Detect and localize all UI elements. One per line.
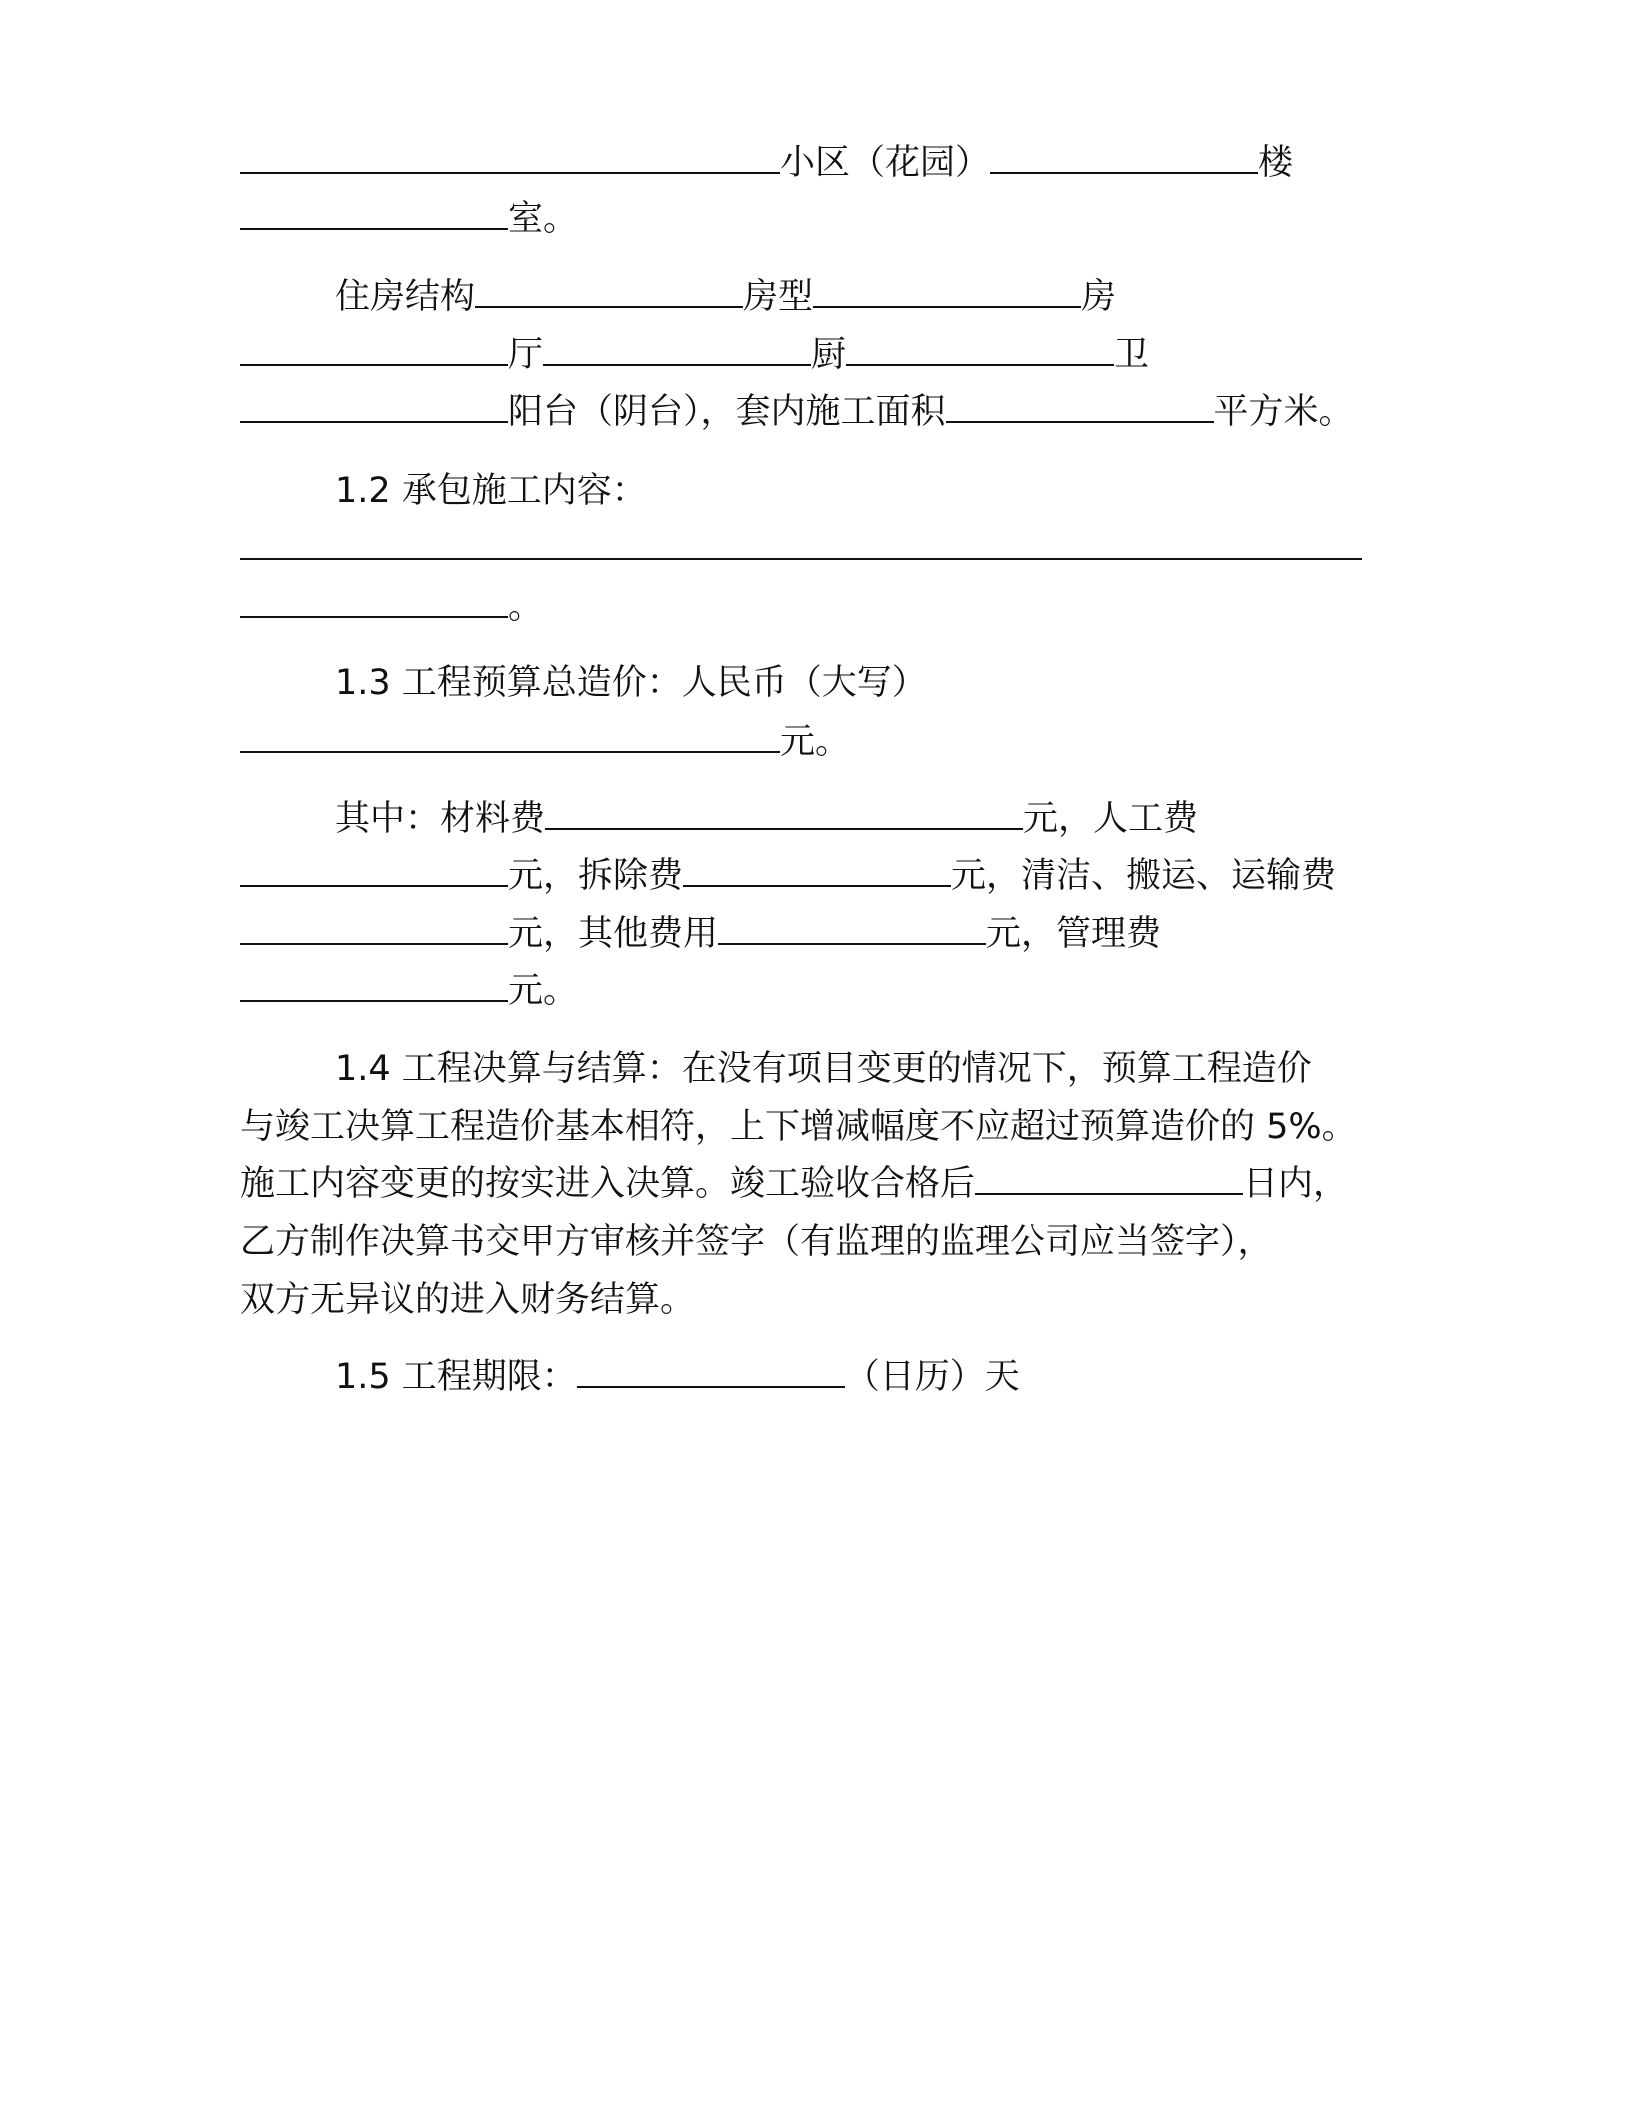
cleaning-label: 元，清洁、搬运、运输费 <box>951 856 1337 896</box>
blank-other[interactable] <box>718 911 986 945</box>
blank-type[interactable] <box>813 274 1081 308</box>
blank-rooms[interactable] <box>240 332 508 366</box>
management-label: 元，管理费 <box>986 914 1162 954</box>
blank-content-2[interactable] <box>240 584 508 618</box>
breakdown-line-4 <box>240 968 578 1014</box>
section-1-4-line-3 <box>240 1161 1348 1207</box>
blank-room[interactable] <box>240 196 508 230</box>
room-line <box>240 196 578 242</box>
room-label: 室。 <box>508 199 579 239</box>
address-line <box>240 140 1293 186</box>
community-label: 小区（花园） <box>780 143 991 183</box>
section-1-2-heading: 1.2 承包施工内容： <box>335 471 647 511</box>
blank-materials[interactable] <box>545 796 1023 830</box>
materials-label: 其中：材料费 <box>335 799 546 839</box>
breakdown-line-2 <box>240 853 1336 899</box>
housing-line-1 <box>335 274 1116 320</box>
section-1-3-heading: 1.3 工程预算总造价：人民币（大写） <box>335 663 927 703</box>
blank-management[interactable] <box>240 968 508 1002</box>
blank-kitchen[interactable] <box>846 332 1114 366</box>
days-label: 日内， <box>1243 1164 1349 1204</box>
housing-line-2 <box>240 332 1149 378</box>
total-yuan: 元。 <box>780 722 851 762</box>
content-line-2 <box>240 584 543 630</box>
section-1-4-line-4: 乙方制作决算书交甲方审核并签字（有监理的监理公司应当签字）， <box>240 1222 1273 1262</box>
blank-community[interactable] <box>240 140 780 174</box>
type-label: 房型 <box>743 277 814 317</box>
blank-days[interactable] <box>975 1161 1243 1195</box>
blank-labor[interactable] <box>240 853 508 887</box>
total-line <box>240 719 850 765</box>
balcony-area-label: 阳台（阴台），套内施工面积 <box>508 392 946 432</box>
structure-label: 住房结构 <box>335 277 476 317</box>
blank-total[interactable] <box>240 719 780 753</box>
housing-line-3 <box>240 389 1354 435</box>
blank-cleaning[interactable] <box>240 911 508 945</box>
blank-content-1[interactable] <box>240 526 1362 560</box>
breakdown-line-1 <box>335 796 1198 842</box>
blank-bath[interactable] <box>240 389 508 423</box>
area-unit: 平方米。 <box>1213 392 1354 432</box>
section-1-4-line-2: 与竣工决算工程造价基本相符，上下增减幅度不应超过预算造价的 5%。 <box>240 1107 1357 1147</box>
kitchen-label: 厨 <box>811 335 847 375</box>
blank-building[interactable] <box>990 140 1258 174</box>
bath-label: 卫 <box>1114 335 1150 375</box>
final-yuan: 元。 <box>508 971 579 1011</box>
building-label: 楼 <box>1258 143 1294 183</box>
rooms-label: 房 <box>1081 277 1117 317</box>
other-label: 元，其他费用 <box>508 914 719 954</box>
section-1-5-line <box>335 1354 1020 1400</box>
content-end: 。 <box>508 587 544 627</box>
period-label: 1.5 工程期限： <box>335 1357 577 1397</box>
section-1-4-line-1: 1.4 工程决算与结算：在没有项目变更的情况下，预算工程造价 <box>335 1049 1312 1089</box>
section-1-4-line-5: 双方无异议的进入财务结算。 <box>240 1280 696 1320</box>
blank-structure[interactable] <box>475 274 743 308</box>
period-unit: （日历）天 <box>844 1357 1020 1397</box>
breakdown-line-3 <box>240 911 1161 957</box>
labor-label: 元，人工费 <box>1023 799 1199 839</box>
hall-label: 厅 <box>508 335 544 375</box>
blank-demolition[interactable] <box>683 853 951 887</box>
demolition-label: 元，拆除费 <box>508 856 684 896</box>
blank-period[interactable] <box>577 1354 845 1388</box>
settlement-text: 施工内容变更的按实进入决算。竣工验收合格后 <box>240 1164 976 1204</box>
blank-area[interactable] <box>946 389 1214 423</box>
blank-hall[interactable] <box>543 332 811 366</box>
content-line-1 <box>240 526 1362 572</box>
